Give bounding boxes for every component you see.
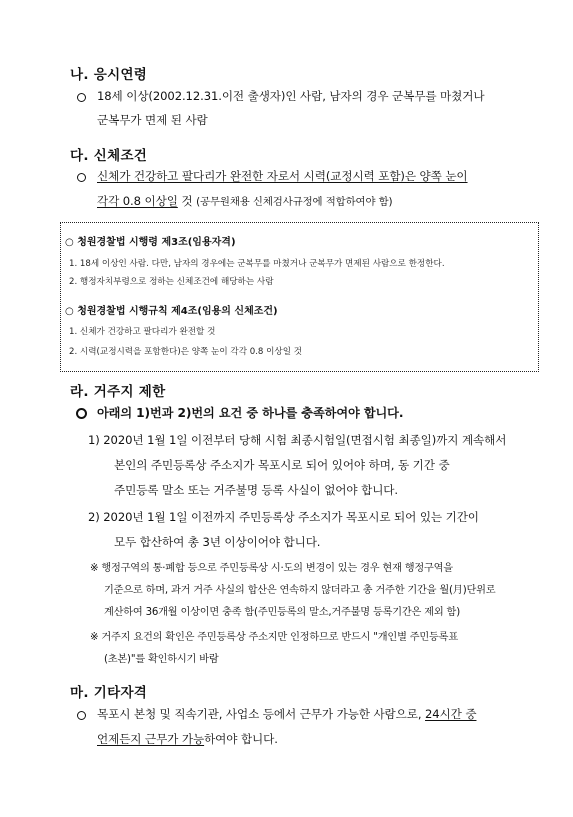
residence-1-line-2: 본인의 주민등록상 주소지가 목포시로 되어 있어야 하며, 동 기간 중 xyxy=(114,458,450,472)
bullet-circle-icon xyxy=(77,93,86,102)
residence-note-1-line-1: ※ 행정구역의 통·폐합 등으로 주민등록상 시·도의 변경이 있는 경우 현재 행정구역을 xyxy=(90,563,453,574)
body-line-2-rest: 것 xyxy=(177,194,197,208)
other-line-1-text: 목포시 본청 및 직속기관, 사업소 등에서 근무가 가능한 사람으로, xyxy=(97,707,426,721)
other-line-2-rest: 하여야 합니다. xyxy=(204,732,278,746)
section-heading-body: 다. 신체조건 xyxy=(70,148,148,164)
body-line-2-underlined: 각각 0.8 이상일 xyxy=(97,194,178,208)
residence-main: 아래의 1)번과 2)번의 요건 중 하나를 충족하여야 합니다. xyxy=(97,406,404,420)
residence-2-line-1: 2) 2020년 1월 1일 이전까지 주민등록상 주소지가 목포시로 되어 있는 기간이 xyxy=(88,510,479,524)
regulation-item-4: 2. 시력(교정시력을 포함한다)은 양쪽 눈이 각각 0.8 이상일 것 xyxy=(69,347,303,357)
regulation-box xyxy=(60,222,539,372)
bullet-circle-icon xyxy=(77,711,86,720)
age-line-2: 군복무가 면제 된 사람 xyxy=(97,113,208,127)
other-line-2-underlined: 언제든지 근무가 가능 xyxy=(97,732,205,746)
regulation-heading-2: ○ 청원경찰법 시행규칙 제4조(임용의 신체조건) xyxy=(65,306,278,317)
section-heading-residence: 라. 거주지 제한 xyxy=(70,384,166,400)
residence-1-line-3: 주민등록 말소 또는 거주불명 등록 사실이 없어야 합니다. xyxy=(114,483,398,497)
residence-note-1-line-2: 기준으로 하며, 과거 거주 사실의 합산은 연속하지 않더라고 총 거주한 기간을 월(月)단위로 xyxy=(104,585,496,596)
body-line-2-note: (공무원채용 신체검사규정에 적합하여야 함) xyxy=(196,196,393,208)
section-heading-other: 마. 기타자격 xyxy=(70,685,148,701)
age-line-1: 18세 이상(2002.12.31.이전 출생자)인 사람, 남자의 경우 군복무를 마쳤거나 xyxy=(97,89,485,103)
section-heading-age: 나. 응시연령 xyxy=(70,67,148,83)
body-line-2 xyxy=(97,193,392,209)
residence-1-line-1: 1) 2020년 1월 1일 이전부터 당해 시험 최종시험일(면접시험 최종일)까지 계속해서 xyxy=(88,433,507,447)
bullet-circle-icon xyxy=(76,408,87,419)
regulation-item-1: 1. 18세 이상인 사람. 다만, 남자의 경우에는 군복무를 마쳤거나 군복무가 면제된 사람으로 한정한다. xyxy=(69,259,445,269)
residence-2-line-2: 모두 합산하여 총 3년 이상이어야 합니다. xyxy=(114,535,321,549)
regulation-item-3: 1. 신체가 건강하고 팔다리가 완전할 것 xyxy=(69,327,216,337)
residence-note-2-line-2: (초본)"를 확인하시기 바람 xyxy=(104,654,219,665)
body-line-1: 신체가 건강하고 팔다리가 완전한 자로서 시력(교정시력 포함)은 양쪽 눈이 xyxy=(97,169,468,183)
regulation-item-2: 2. 행정자치부령으로 정하는 신체조건에 해당하는 사람 xyxy=(69,277,274,287)
bullet-circle-icon xyxy=(77,173,86,182)
residence-note-1-line-3: 계산하여 36개월 이상이면 충족 함(주민등록의 말소,거주불명 등록기간은 제외 함) xyxy=(104,607,460,618)
residence-note-2-line-1: ※ 거주지 요건의 확인은 주민등록상 주소지만 인정하므로 반드시 "개인별 주민등록표 xyxy=(90,632,458,643)
regulation-heading-1: ○ 청원경찰법 시행령 제3조(임용자격) xyxy=(65,237,236,248)
other-line-1-underlined: 24시간 중 xyxy=(425,707,477,721)
other-line-1 xyxy=(97,706,476,722)
other-line-2 xyxy=(97,731,278,747)
